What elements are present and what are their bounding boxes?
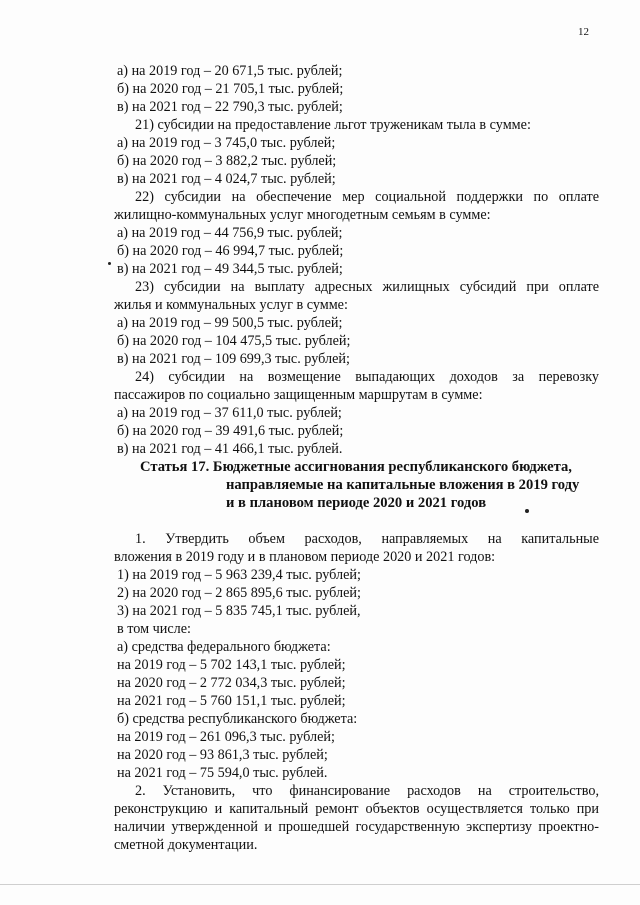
- text-line: на 2020 год – 2 772 034,3 тыс. рублей;: [117, 675, 346, 691]
- text-line: сметной документации.: [114, 837, 258, 853]
- text-line: а) на 2019 год – 37 611,0 тыс. рублей;: [117, 405, 342, 421]
- text-line: в том числе:: [117, 621, 191, 637]
- scan-speck: [525, 509, 529, 513]
- article-heading-line-3: и в плановом периоде 2020 и 2021 годов: [226, 495, 487, 511]
- text-line: пассажиров по социально защищенным маршрутам в сумме:: [114, 387, 483, 403]
- text-line: жилищно-коммунальных услуг многодетным семьям в сумме:: [114, 207, 491, 223]
- text-line: в) на 2021 год – 109 699,3 тыс. рублей;: [117, 351, 350, 367]
- text-line: б) на 2020 год – 104 475,5 тыс. рублей;: [117, 333, 351, 349]
- text-line: 24) субсидии на возмещение выпадающих доходов за перевозку: [135, 369, 599, 385]
- text-line: а) на 2019 год – 20 671,5 тыс. рублей;: [117, 63, 343, 79]
- text-line: б) на 2020 год – 3 882,2 тыс. рублей;: [117, 153, 337, 169]
- article-heading-line-2: направляемые на капитальные вложения в 2019 году: [226, 477, 580, 493]
- text-line: в) на 2021 год – 22 790,3 тыс. рублей;: [117, 99, 343, 115]
- text-line: 2. Установить, что финансирование расходов на строительство,: [135, 783, 599, 799]
- scan-speck: [108, 262, 111, 265]
- text-line: б) на 2020 год – 46 994,7 тыс. рублей;: [117, 243, 344, 259]
- text-line: на 2019 год – 5 702 143,1 тыс. рублей;: [117, 657, 346, 673]
- text-line: вложения в 2019 году и в плановом периоде 2020 и 2021 годов:: [114, 549, 496, 565]
- text-line: 3) на 2021 год – 5 835 745,1 тыс. рублей,: [117, 603, 361, 619]
- text-line: 23) субсидии на выплату адресных жилищных субсидий при оплате: [135, 279, 599, 295]
- text-line: б) на 2020 год – 21 705,1 тыс. рублей;: [117, 81, 344, 97]
- text-line: а) средства федерального бюджета:: [117, 639, 331, 655]
- text-line: на 2021 год – 5 760 151,1 тыс. рублей;: [117, 693, 346, 709]
- text-line: наличии утвержденной и прошедшей государственную экспертизу проектно-: [114, 819, 599, 835]
- text-line: на 2021 год – 75 594,0 тыс. рублей.: [117, 765, 328, 781]
- text-line: 1) на 2019 год – 5 963 239,4 тыс. рублей;: [117, 567, 361, 583]
- article-heading-line-1: Статья 17. Бюджетные ассигнования республиканского бюджета,: [140, 459, 572, 475]
- text-line: реконструкцию и капитальный ремонт объектов осуществляется только при: [114, 801, 599, 817]
- text-line: 22) субсидии на обеспечение мер социальной поддержки по оплате: [135, 189, 599, 205]
- text-line: жилья и коммунальных услуг в сумме:: [114, 297, 348, 313]
- text-line: на 2019 год – 261 096,3 тыс. рублей;: [117, 729, 335, 745]
- text-line: б) на 2020 год – 39 491,6 тыс. рублей;: [117, 423, 344, 439]
- text-line: а) на 2019 год – 44 756,9 тыс. рублей;: [117, 225, 343, 241]
- page-number: 12: [578, 26, 589, 38]
- page-bottom-edge: [0, 884, 640, 885]
- text-line: в) на 2021 год – 49 344,5 тыс. рублей;: [117, 261, 343, 277]
- budget-subsidies-list: [114, 62, 599, 458]
- text-line: а) на 2019 год – 3 745,0 тыс. рублей;: [117, 135, 336, 151]
- text-line: а) на 2019 год – 99 500,5 тыс. рублей;: [117, 315, 343, 331]
- text-line: в) на 2021 год – 41 466,1 тыс. рублей.: [117, 441, 343, 457]
- text-line: на 2020 год – 93 861,3 тыс. рублей;: [117, 747, 328, 763]
- capital-investments-list: [114, 530, 599, 854]
- text-line: в) на 2021 год – 4 024,7 тыс. рублей;: [117, 171, 336, 187]
- text-line: б) средства республиканского бюджета:: [117, 711, 358, 727]
- text-line: 1. Утвердить объем расходов, направляемых на капитальные: [135, 531, 599, 547]
- text-line: 21) субсидии на предоставление льгот труженикам тыла в сумме:: [135, 117, 531, 133]
- text-line: 2) на 2020 год – 2 865 895,6 тыс. рублей;: [117, 585, 361, 601]
- article-heading: [140, 458, 600, 512]
